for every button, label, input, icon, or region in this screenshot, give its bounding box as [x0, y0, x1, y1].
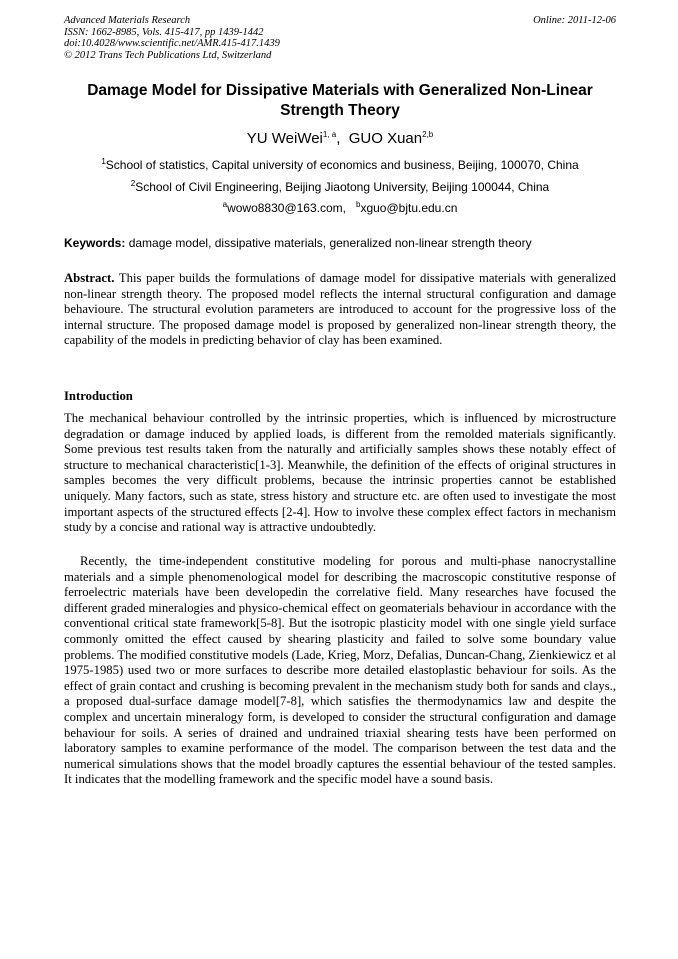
journal-doi: doi:10.4028/www.scientific.net/AMR.415-417.1439 [64, 38, 280, 49]
affiliation-2 [64, 180, 616, 195]
email-b: xguo@bjtu.edu.cn [360, 201, 458, 215]
author-2-superscript: 2,b [422, 130, 434, 139]
introduction-paragraph-1 [64, 411, 616, 536]
introduction-heading: Introduction [64, 389, 133, 403]
abstract-section [64, 271, 616, 349]
email-a-superscript: a [222, 200, 228, 209]
affiliation-1 [64, 158, 616, 173]
introduction-paragraph-1-text: The mechanical behaviour controlled by the intrinsic properties, which is influenced by microstructure degradation or damage induced by applied loads, is different from the remolded materials significantly. Some previous test results taken from the naturally and artificially samples shows these notably effect of structure to mechanical characteristic[1-3]. Meanwhile, the definition of the effects of original structures in samples becomes the very difficult problems, because the intrinsic properties cannot be established uniquely. Many factors, such as state, stress history and structure etc. are often used to investigate the most important aspects of the structured effects [2-4]. How to involve these complex effect factors in mechanism study by a concise and rational way is attractive undoubtedly. [64, 411, 616, 535]
abstract-label: Abstract. [64, 271, 115, 285]
journal-header [64, 15, 484, 61]
journal-copyright: © 2012 Trans Tech Publications Ltd, Switzerland [64, 49, 272, 61]
author-2-name: GUO Xuan [348, 130, 423, 147]
introduction-paragraph-2 [64, 554, 616, 788]
author-1-name: YU WeiWei [246, 130, 323, 147]
online-date: Online: 2011-12-06 [533, 15, 616, 26]
author-emails [64, 201, 616, 216]
keywords-text: damage model, dissipative materials, generalized non-linear strength theory [125, 236, 532, 250]
keywords-line [64, 236, 616, 251]
introduction-paragraph-2-text: Recently, the time-independent constitutive modeling for porous and multi-phase nanocrystalline materials and a simple phenomenological model for describing the macroscopic constitutive response of ferroelectric materials have been developedin the correlative field. Many researches have focused the different graded mineralogies and physico-chemical effect on geomaterials behaviour in accordance with the conventional critical state framework[5-8]. But the isotropic plasticity model with one single yield surface commonly omitted the effect caused by shearing plasticity and failed to solve some boundary value problems. The modified constitutive models (Lade, Krieg, Morz, Defalias, Duncan-Chang, Zienkiewicz et al 1975-1985) used two or more surfaces to describe more detailed elastoplastic behaviour for soils. As the effect of grain contact and crushing is becoming prevalent in the mechanism study both for sands and clays., a proposed dual-surface damage model[7-8], which satisfies the thermodynamics law and despite the complex and uncertain mineralogy form, is developed to consider the structural configuration and damage behaviour for soils. A series of drained and undrained triaxial shearing tests have been performed on laboratory samples to examine performance of the model. The comparison between the test data and the numerical simulations shows that the model broadly captures the essential behaviour of the tested samples. It indicates that the modelling framework and the specific model have a sound basis. [64, 554, 616, 787]
journal-name: Advanced Materials Research [64, 15, 191, 26]
affiliation-1-superscript: 1 [101, 157, 106, 166]
email-b-superscript: b [356, 200, 361, 209]
abstract-text: This paper builds the formulations of damage model for dissipative materials with generalized non-linear strength theory. The proposed model reflects the internal structural configuration and damage behavioure. The structural evolution parameters are introduced to account for the progressive loss of the internal structure. The proposed damage model is proposed by generalized non-linear strength theory, the capability of the models in predicting behavior of clay has been examined. [64, 271, 616, 348]
email-a: wowo8830@163.com, [227, 201, 346, 215]
paper-title: Damage Model for Dissipative Materials with Generalized Non-Linear Strength Theory [87, 82, 593, 119]
keywords-label: Keywords: [64, 236, 126, 250]
affiliation-2-text: School of Civil Engineering, Beijing Jiaotong University, Beijing 100044, China [135, 180, 550, 194]
author-line [64, 130, 616, 148]
journal-issn: ISSN: 1662-8985, Vols. 415-417, pp 1439-1442 [64, 26, 264, 38]
affiliation-2-superscript: 2 [130, 179, 136, 188]
affiliation-1-text: School of statistics, Capital university of economics and business, Beijing, 100070, China [105, 158, 579, 172]
author-1-superscript: 1, a [322, 130, 337, 139]
author-separator: , [336, 130, 341, 147]
